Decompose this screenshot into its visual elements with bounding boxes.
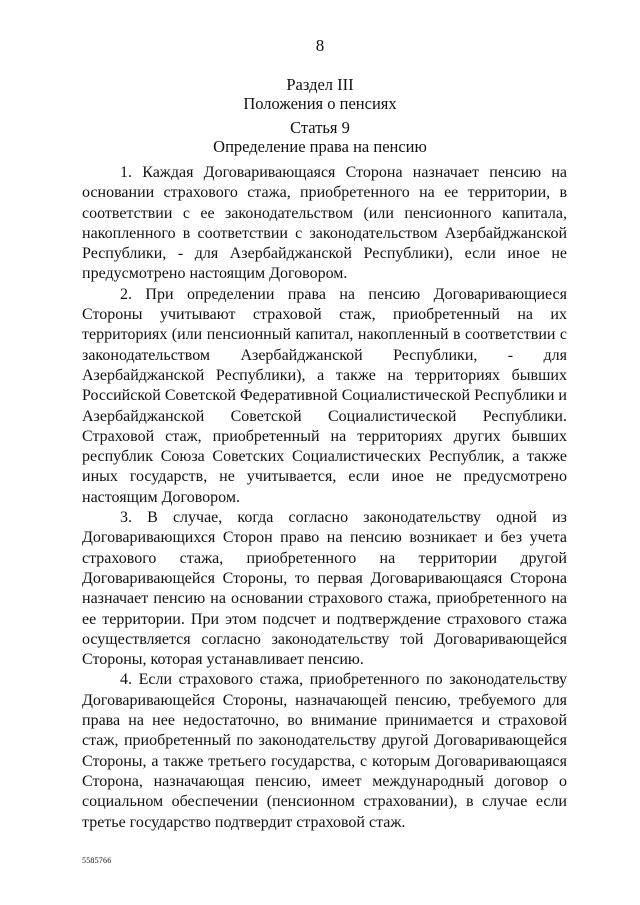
article-heading: Статья 9 — [290, 118, 350, 137]
paragraph-3: 3. В случае, когда согласно законодательству одной из Договаривающихся Сторон право на пенсию возникает и без учета страхового стажа, приобретенного на территории другой Договаривающейся Стороны, то первая Договаривающаяся Сторона назначает пенсию на основании страхового стажа, приобретенного на ее территории. При этом подсчет и подтверждение страхового стажа осуществляется согласно законодательству той Договаривающейся Стороны, которая устанавливает пенсию. — [82, 509, 567, 669]
paragraph-1: 1. Каждая Договаривающаяся Сторона назначает пенсию на основании страхового стажа, приобретенного на ее территории, в соответствии с ее законодательством (или пенсионного капитала, накопленного в соответствии с законодательством Азербайджанской Республики, - для Азербайджанской Республики), если иное не предусмотрено настоящим Договором. — [82, 164, 567, 283]
page-number: 8 — [315, 36, 325, 55]
section-title: Положения о пенсиях — [243, 94, 397, 113]
document-code: 5585766 — [82, 856, 112, 865]
paragraph-4: 4. Если страхового стажа, приобретенного по законодательству Договаривающейся Стороны, назначающей пенсию, требуемого для права на нее недостаточно, во внимание принимается и страховой стаж, приобретенный по законодательству другой Договаривающейся Стороны, а также третьего государства, с которым Договаривающаяся Сторона, назначающая пенсию, имеет международный договор о социальном обеспечении (пенсионном страховании), в случае если третье государство подтвердит страховой стаж. — [82, 671, 567, 831]
article-body — [82, 163, 567, 833]
section-heading: Раздел III — [286, 75, 354, 94]
paragraph-2: 2. При определении права на пенсию Договаривающиеся Стороны учитывают страховой стаж, приобретенный на их территориях (или пенсионный капитал, накопленный в соответствии с законодательством Азербайджанской Республики, - для Азербайджанской Республики), а также на территориях бывших Российской Советской Федеративной Социалистической Республики и Азербайджанской Советской Социалистической Республики. Страховой стаж, приобретенный на территориях других бывших республик Союза Советских Социалистических Республик, а также иных государств, не учитывается, если иное не предусмотрено настоящим Договором. — [82, 285, 567, 506]
article-title: Определение права на пенсию — [213, 137, 427, 156]
